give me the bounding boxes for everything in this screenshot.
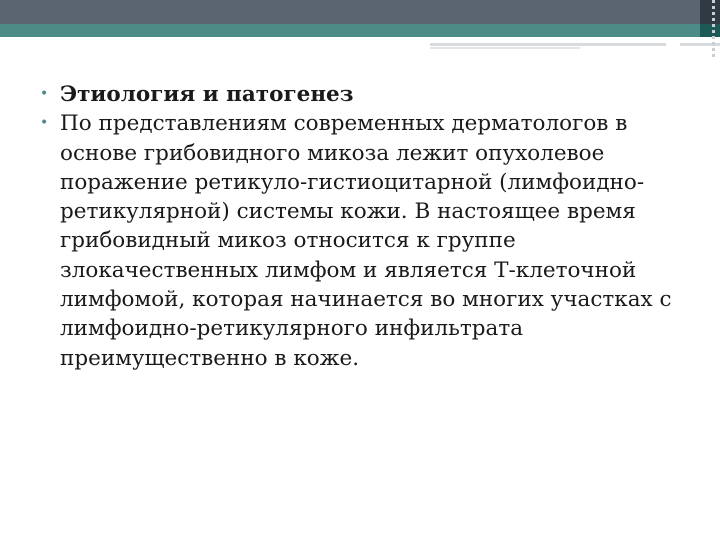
bullet-item <box>40 80 680 109</box>
accent-strip-end <box>700 24 720 37</box>
accent-strip <box>0 24 720 37</box>
decorative-dash-line <box>712 0 715 60</box>
header-band <box>0 0 720 24</box>
bullet-text-heading: Этиология и патогенез <box>60 82 354 107</box>
decorative-line <box>430 43 666 46</box>
bullet-icon: • <box>40 115 49 132</box>
slide-content <box>40 80 680 373</box>
bullet-icon: • <box>40 86 49 102</box>
bullet-text-body: По представлениям современных дерматологов в основе грибовидного микоза лежит опухолевое поражение ретикуло-гистиоцитарной (лимфоидно-ретикулярной) системы кожи. В настоящее время грибовидный микоз относится к группе злокачественных лимфом и является Т-клеточной лимфомой, которая начинается во многих участках с лимфоидно-ретикулярного инфильтрата преимущественно в коже. <box>60 111 672 371</box>
decorative-line <box>430 47 580 49</box>
bullet-item <box>40 109 680 373</box>
header-corner-block <box>700 0 720 24</box>
